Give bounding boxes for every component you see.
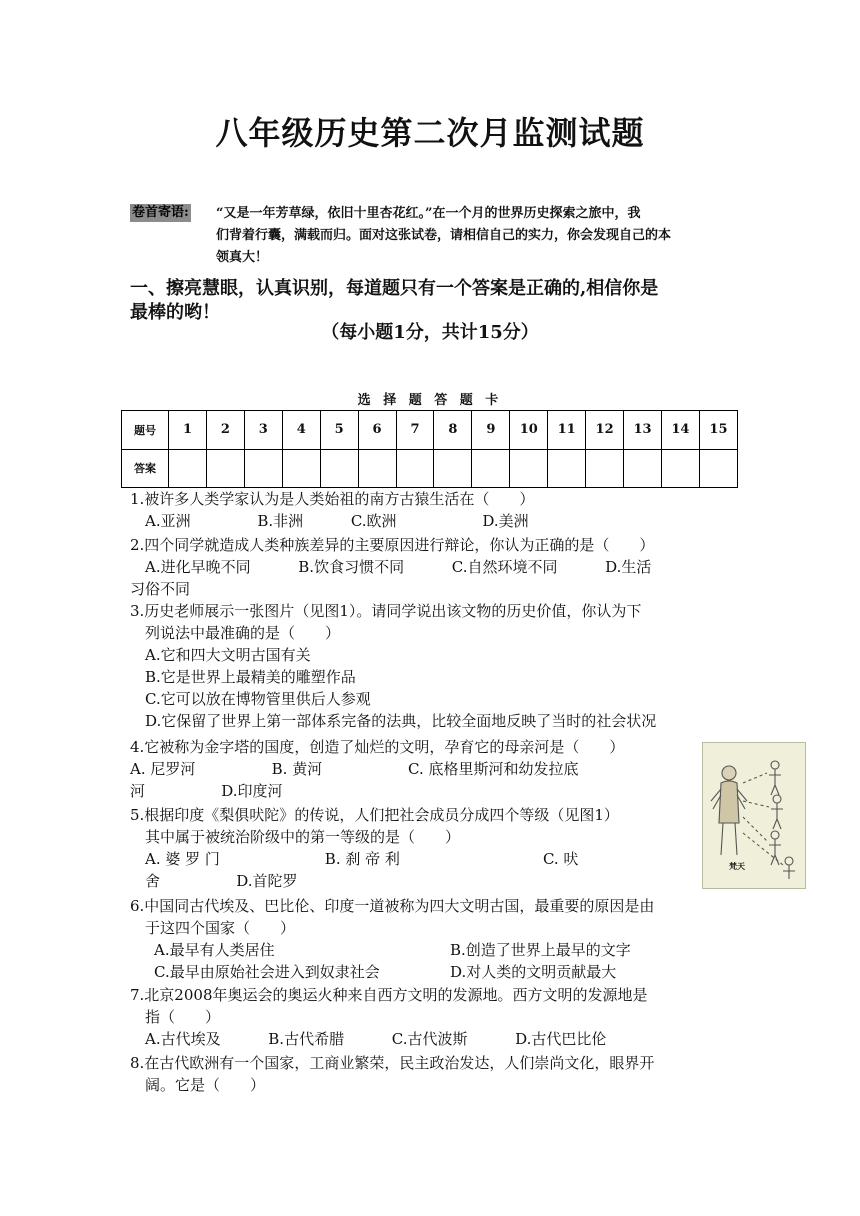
figure-caption: 梵天 xyxy=(729,861,745,871)
question-1-stem: 1.被许多人类学家认为是人类始祖的南方古猿生活在（ ） xyxy=(130,490,535,508)
question-number: 13 xyxy=(624,411,662,450)
question-6 xyxy=(130,895,734,983)
question-number: 14 xyxy=(661,411,699,450)
answer-cell[interactable] xyxy=(169,449,207,488)
question-7 xyxy=(130,984,734,1050)
motto-label: 卷首寄语: xyxy=(132,205,189,220)
question-6-stem: 6.中国同古代埃及、巴比伦、印度一道被称为四大文明古国，最重要的原因是由 xyxy=(130,897,655,915)
question-3-option-b: B.它是世界上最精美的雕塑作品 xyxy=(145,668,356,686)
answer-cell[interactable] xyxy=(624,449,662,488)
question-2-options-cont: 习俗不同 xyxy=(130,580,191,598)
question-3-stem: 3.历史老师展示一张图片（见图1）。请同学说出该文物的历史价值，你认为下 xyxy=(130,602,642,620)
question-8 xyxy=(130,1052,734,1096)
question-8-stem: 8.在古代欧洲有一个国家，工商业繁荣，民主政治发达，人们崇尚文化，眼界开 xyxy=(130,1054,655,1072)
answer-row-label: 答案 xyxy=(122,449,169,488)
answer-card-title: 选 择 题 答 题 卡 xyxy=(357,393,503,408)
question-7-stem-cont: 指（ ） xyxy=(145,1008,221,1026)
question-5-stem-cont: 其中属于被统治阶级中的第一等级的是（ ） xyxy=(145,828,461,846)
question-number: 6 xyxy=(358,411,396,450)
motto-line-3: 领真大！ xyxy=(216,250,269,265)
question-number: 3 xyxy=(244,411,282,450)
question-2-stem: 2.四个同学就造成人类种族差异的主要原因进行辩论，你认为正确的是（ ） xyxy=(130,536,655,554)
answer-cell[interactable] xyxy=(358,449,396,488)
answer-cell[interactable] xyxy=(206,449,244,488)
question-number: 8 xyxy=(434,411,472,450)
varna-figure xyxy=(702,742,806,889)
question-5-stem: 5.根据印度《梨俱吠陀》的传说，人们把社会成员分成四个等级（见图1） xyxy=(130,806,619,824)
question-number: 2 xyxy=(206,411,244,450)
question-number: 5 xyxy=(320,411,358,450)
answer-row xyxy=(122,449,738,488)
brahma-illustration xyxy=(703,743,805,888)
answer-cell[interactable] xyxy=(320,449,358,488)
question-3-option-c: C.它可以放在博物管里供后人参观 xyxy=(145,690,371,708)
question-number: 1 xyxy=(169,411,207,450)
motto-line-2: 们背着行囊，满载而归。面对这张试卷，请相信自己的实力，你会发现自己的本 xyxy=(216,228,672,243)
question-3-option-a: A.它和四大文明古国有关 xyxy=(145,646,311,664)
page-title: 八年级历史第二次月监测试题 xyxy=(215,114,645,152)
question-number: 15 xyxy=(699,411,737,450)
question-5 xyxy=(130,804,710,892)
answer-cell[interactable] xyxy=(510,449,548,488)
question-1 xyxy=(130,488,734,532)
answer-cell[interactable] xyxy=(699,449,737,488)
answer-cell[interactable] xyxy=(586,449,624,488)
question-6-option-b: B.创造了世界上最早的文字 xyxy=(450,941,631,959)
question-number: 10 xyxy=(510,411,548,450)
answer-cell[interactable] xyxy=(244,449,282,488)
question-6-option-a: A.最早有人类居住 xyxy=(154,941,275,959)
question-2-options: A.进化早晚不同 B.饮食习惯不同 C.自然环境不同 D.生活 xyxy=(145,558,652,576)
motto-line-1: “又是一年芳草绿，依旧十里杏花红。”在一个月的世界历史探索之旅中，我 xyxy=(216,206,641,221)
question-4-options-cont: 河 D.印度河 xyxy=(130,782,283,800)
number-row xyxy=(122,411,738,450)
question-number: 9 xyxy=(472,411,510,450)
question-3-option-d: D.它保留了世界上第一部体系完备的法典，比较全面地反映了当时的社会状况 xyxy=(145,712,657,730)
score-note: （每小题1分，共计15分） xyxy=(321,322,539,343)
question-2 xyxy=(130,534,734,600)
answer-cell[interactable] xyxy=(282,449,320,488)
question-3 xyxy=(130,600,734,732)
motto-text xyxy=(216,203,732,269)
answer-cell[interactable] xyxy=(548,449,586,488)
answer-cell[interactable] xyxy=(472,449,510,488)
question-5-options-cont: 舍 D.首陀罗 xyxy=(145,872,298,890)
question-3-stem-cont: 列说法中最准确的是（ ） xyxy=(145,624,341,642)
question-6-options-row-1 xyxy=(130,939,734,961)
question-6-option-d: D.对人类的文明贡献最大 xyxy=(450,963,617,981)
answer-cell[interactable] xyxy=(434,449,472,488)
question-number: 7 xyxy=(396,411,434,450)
question-6-option-c: C.最早由原始社会进入到奴隶社会 xyxy=(154,963,380,981)
answer-cell[interactable] xyxy=(661,449,699,488)
question-6-stem-cont: 于这四个国家（ ） xyxy=(145,919,296,937)
question-7-stem: 7.北京2008年奥运会的奥运火种来自西方文明的发源地。西方文明的发源地是 xyxy=(130,986,648,1004)
question-4-stem: 4.它被称为金字塔的国度，创造了灿烂的文明，孕育它的母亲河是（ ） xyxy=(130,738,625,756)
question-7-options: A.古代埃及 B.古代希腊 C.古代波斯 D.古代巴比伦 xyxy=(145,1030,607,1048)
question-1-options: A.亚洲 B.非洲 C.欧洲 D.美洲 xyxy=(145,512,529,530)
question-5-options: A. 婆 罗 门 B. 刹 帝 利 C. 吠 xyxy=(145,850,579,868)
answer-card-table xyxy=(121,410,738,488)
question-number: 11 xyxy=(548,411,586,450)
question-4-options: A. 尼罗河 B. 黄河 C. 底格里斯河和幼发拉底 xyxy=(130,760,579,778)
question-number: 12 xyxy=(586,411,624,450)
number-row-label: 题号 xyxy=(122,411,169,450)
answer-cell[interactable] xyxy=(396,449,434,488)
question-6-options-row-2 xyxy=(130,961,734,983)
question-4 xyxy=(130,736,710,802)
section-heading: 一、擦亮慧眼，认真识别，每道题只有一个答案是正确的,相信你是 最棒的哟！ xyxy=(130,278,659,323)
question-8-stem-cont: 阔。它是（ ） xyxy=(145,1076,266,1094)
question-number: 4 xyxy=(282,411,320,450)
